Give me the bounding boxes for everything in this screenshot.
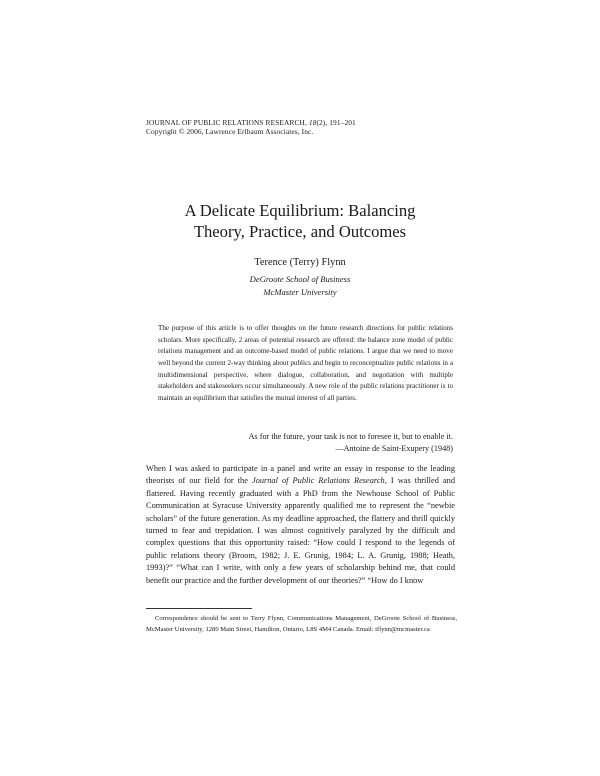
abstract: The purpose of this article is to offer thoughts on the future research directions for public relations scholars. More specifically, 2 areas of potential research are offered: the balance zone model of public relations management and an outcome-based model of public relations. I argue that we need to move well beyond the current 2-way thinking about publics and begin to reconceptualize public relations in a multidimensional perspective, where dialogue, collaboration, and negotiation with multiple stakeholders and stakeseekers occur simultaneously. A new role of the public relations practitioner is to maintain an equilibrium that satisfies the mutual interest of all parties.	[158, 324, 453, 402]
footnote-text: Correspondence should be sent to Terry Flynn, Communications Management, DeGroote School of Business, McMaster University, 1280 Main Street, Hamilton, Ontario, L8S 4M4 Canada. Email: tflynn@mcmaster.ca	[146, 615, 457, 634]
journal-name: JOURNAL OF PUBLIC RELATIONS RESEARCH,	[146, 118, 307, 127]
title-line-1: A Delicate Equilibrium: Balancing	[184, 201, 416, 220]
journal-issue-pages: (2), 191–201	[316, 118, 356, 127]
body-paragraph	[146, 463, 455, 587]
epigraph-attribution: —Antoine de Saint-Exupery (1948)	[335, 444, 453, 453]
journal-title-italic: Journal of Public Relations Research	[251, 476, 385, 486]
affiliation-university: McMaster University	[263, 287, 337, 297]
body-text-part-1: When I was asked to participate in a panel and write an essay in response to the leading theorists of our field for the	[146, 464, 455, 486]
epigraph-quote: As for the future, your task is not to foresee it, but to enable it.	[248, 432, 453, 441]
correspondence-footnote	[146, 613, 457, 635]
journal-header	[146, 118, 356, 136]
footnote-divider	[146, 608, 252, 609]
copyright-line: Copyright © 2006, Lawrence Erlbaum Associates, Inc.	[146, 127, 314, 136]
journal-citation	[146, 118, 356, 127]
body-text-part-2: , I was thrilled and flattered. Having recently graduated with a PhD from the Newhouse School of Public Communication at Syracuse University apparently qualified me to represent the “newbie scholars” of the future generation. As my deadline approached, the flattery and thrill quickly turned to fear and trepidation. I was almost cognitively paralyzed by the difficult and complex questions that this opportunity raised: “How could I respond to the legends of public relations theory (Broom, 1982; J. E. Grunig, 1984; L. A. Grunig, 1988; Heath, 1993)?” “What can I write, with only a few years of scholarship behind me, that could benefit our practice and the further development of our theories?” “How do I know	[146, 476, 455, 585]
journal-volume: 18	[308, 118, 317, 127]
author-name: Terence (Terry) Flynn	[254, 257, 346, 268]
affiliation-school: DeGroote School of Business	[249, 274, 351, 284]
article-title	[100, 200, 500, 242]
title-line-2: Theory, Practice, and Outcomes	[193, 222, 407, 241]
